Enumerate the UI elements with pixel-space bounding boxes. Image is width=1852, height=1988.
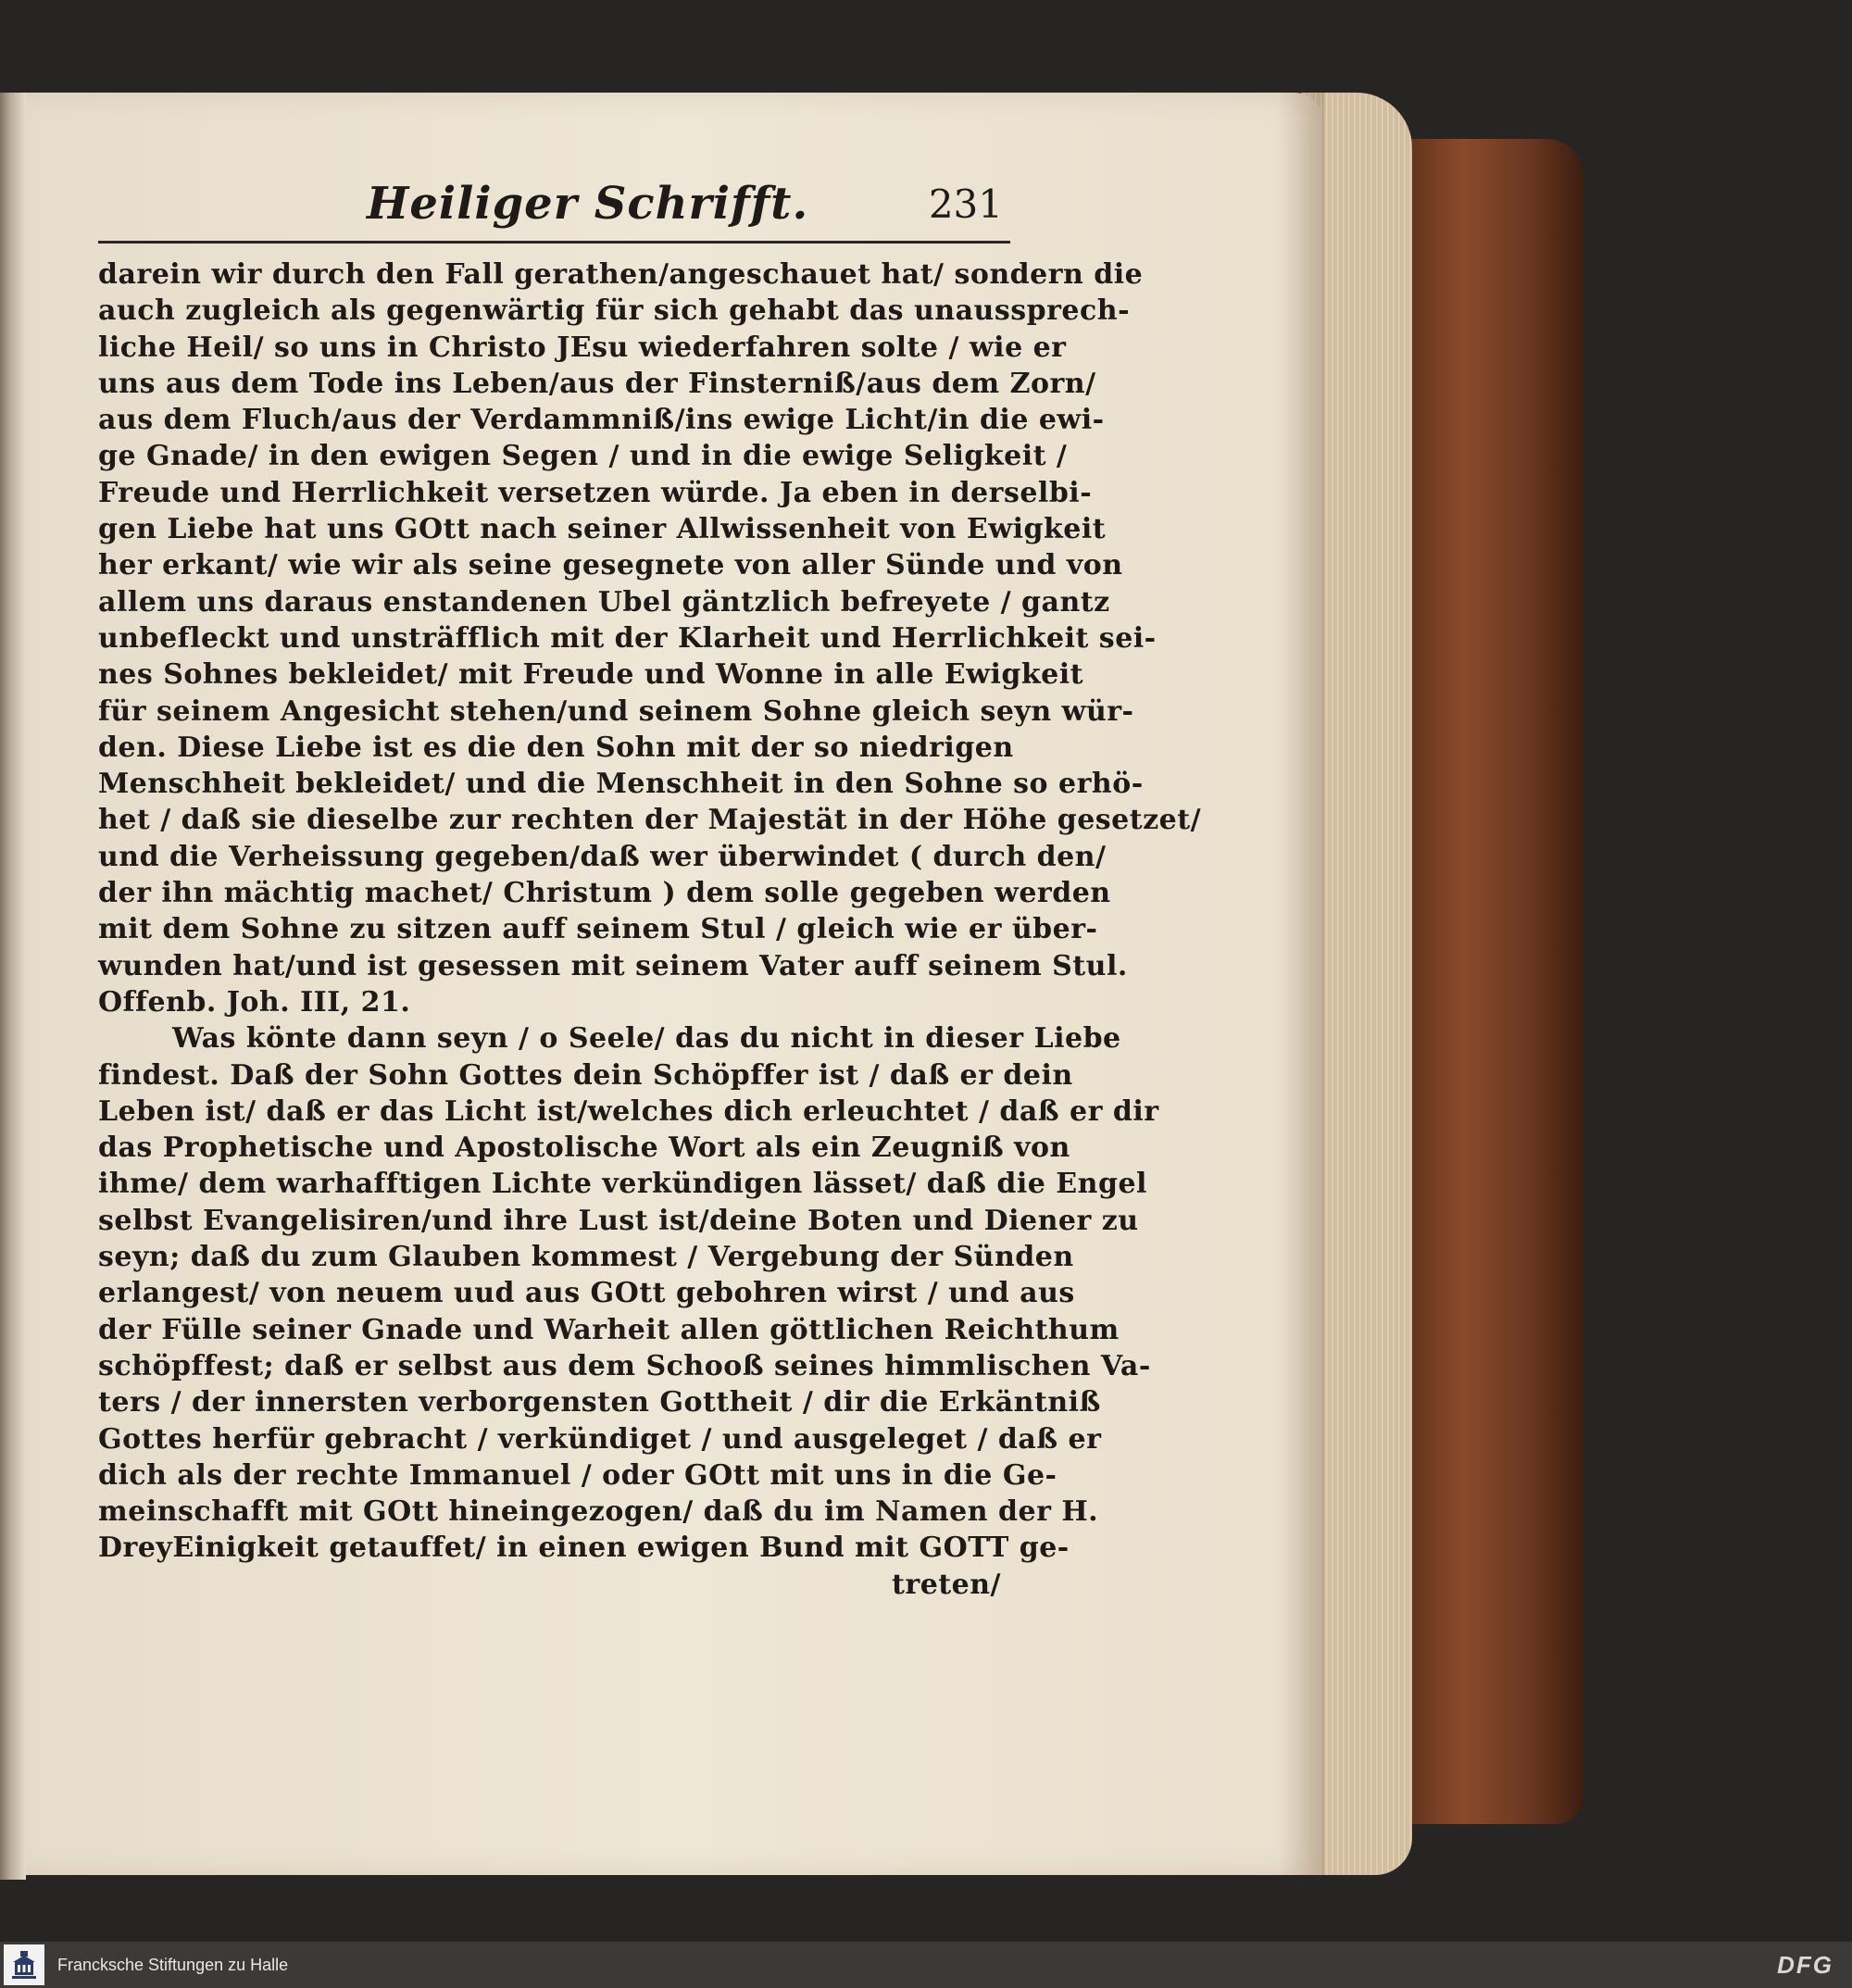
- text-line: Freude und Herrlichkeit versetzen würde. Ja eben in derselbi-: [98, 476, 1093, 509]
- text-line: nes Sohnes bekleidet/ mit Freude und Wonne in alle Ewigkeit: [98, 658, 1083, 692]
- text-line: Leben ist/ daß er das Licht ist/welches dich erleuchtet / daß er dir: [98, 1094, 1159, 1128]
- book-cover: [1398, 139, 1583, 1824]
- foundation-logo[interactable]: [4, 1944, 44, 1985]
- text-line: der ihn mächtig machet/ Christum ) dem solle gegeben werden: [98, 877, 1111, 910]
- text-line: ters / der innersten verborgensten Gottheit / dir die Erkäntniß: [98, 1386, 1101, 1419]
- viewer-footer: [0, 1942, 1852, 1988]
- page-text-block: [98, 176, 1202, 1603]
- text-line: der Fülle seiner Gnade und Warheit allen göttlichen Reichthum: [98, 1313, 1120, 1346]
- catchword: treten/: [892, 1568, 1001, 1601]
- text-line: erlangest/ von neuem uud aus GOtt gebohren wirst / und aus: [98, 1277, 1075, 1310]
- text-line: den. Diese Liebe ist es die den Sohn mit der so niedrigen: [98, 731, 1014, 764]
- text-line: Gottes herfür gebracht / verkündiget / und ausgeleget / daß er: [98, 1422, 1102, 1456]
- paragraph-start-line: Was könte dann seyn / o Seele/ das du nicht in dieser Liebe: [172, 1022, 1121, 1056]
- text-line: aus dem Fluch/aus der Verdammniß/ins ewige Licht/in die ewi-: [98, 404, 1105, 437]
- page-header: [98, 176, 1010, 244]
- text-line: findest. Daß der Sohn Gottes dein Schöpffer ist / daß er dein: [98, 1058, 1073, 1092]
- text-line: ihme/ dem warhafftigen Lichte verkündigen lässet/ daß die Engel: [98, 1168, 1147, 1201]
- text-line: her erkant/ wie wir als seine gesegnete von aller Sünde und von: [98, 549, 1123, 582]
- left-page-edge: [0, 93, 26, 1880]
- text-line: darein wir durch den Fall gerathen/angeschauet hat/ sondern die: [98, 258, 1144, 291]
- text-line: ge Gnade/ in den ewigen Segen / und in die ewige Seligkeit /: [98, 440, 1068, 473]
- text-line: allem uns daraus enstandenen Ubel gäntzlich befreyete / gantz: [98, 585, 1110, 619]
- dfg-logo: DFG: [1777, 1950, 1833, 1979]
- page-curl-shadow: [1278, 93, 1324, 1875]
- text-line: liche Heil/ so uns in Christo JEsu wiederfahren solte / wie er: [98, 331, 1067, 364]
- text-line: Offenb. Joh. III, 21.: [98, 985, 411, 1019]
- text-line: wunden hat/und ist gesessen mit seinem Vater auff seinem Stul.: [98, 949, 1128, 982]
- text-line: meinschafft mit GOtt hineingezogen/ daß du im Namen der H.: [98, 1495, 1099, 1529]
- text-line: schöpffest; daß er selbst aus dem Schooß seines himmlischen Va-: [98, 1349, 1151, 1382]
- text-line: auch zugleich als gegenwärtig für sich gehabt das unaussprech-: [98, 294, 1131, 328]
- text-line: DreyEinigkeit getauffet/ in einen ewigen Bund mit GOTT ge-: [98, 1532, 1070, 1565]
- text-line: mit dem Sohne zu sitzen auff seinem Stul / gleich wie er über-: [98, 913, 1098, 946]
- text-line: dich als der rechte Immanuel / oder GOtt mit uns in die Ge-: [98, 1458, 1057, 1492]
- institution-name: Francksche Stiftungen zu Halle: [57, 1955, 289, 1974]
- text-line: das Prophetische und Apostolische Wort als ein Zeugniß von: [98, 1132, 1070, 1165]
- running-head: Heiliger Schrifft.: [367, 178, 809, 230]
- text-line: und die Verheissung gegeben/daß wer überwindet ( durch den/: [98, 840, 1107, 873]
- text-line: gen Liebe hat uns GOtt nach seiner Allwissenheit von Ewigkeit: [98, 513, 1107, 546]
- text-line: unbefleckt und unsträfflich mit der Klarheit und Herrlichkeit sei-: [98, 621, 1157, 655]
- text-line: Menschheit bekleidet/ und die Menschheit in den Sohne so erhö-: [98, 768, 1144, 801]
- text-line: selbst Evangelisiren/und ihre Lust ist/deine Boten und Diener zu: [98, 1204, 1139, 1237]
- text-line: seyn; daß du zum Glauben kommest / Vergebung der Sünden: [98, 1241, 1074, 1274]
- body-text: [98, 256, 1202, 1603]
- text-line: het / daß sie dieselbe zur rechten der Majestät in der Höhe gesetzet/: [98, 804, 1202, 837]
- text-line: uns aus dem Tode ins Leben/aus der Finsterniß/aus dem Zorn/: [98, 367, 1096, 400]
- page-number: 231: [928, 181, 1003, 227]
- foundation-building-icon: [10, 1949, 38, 1981]
- text-line: für seinem Angesicht stehen/und seinem Sohne gleich seyn wür-: [98, 694, 1134, 728]
